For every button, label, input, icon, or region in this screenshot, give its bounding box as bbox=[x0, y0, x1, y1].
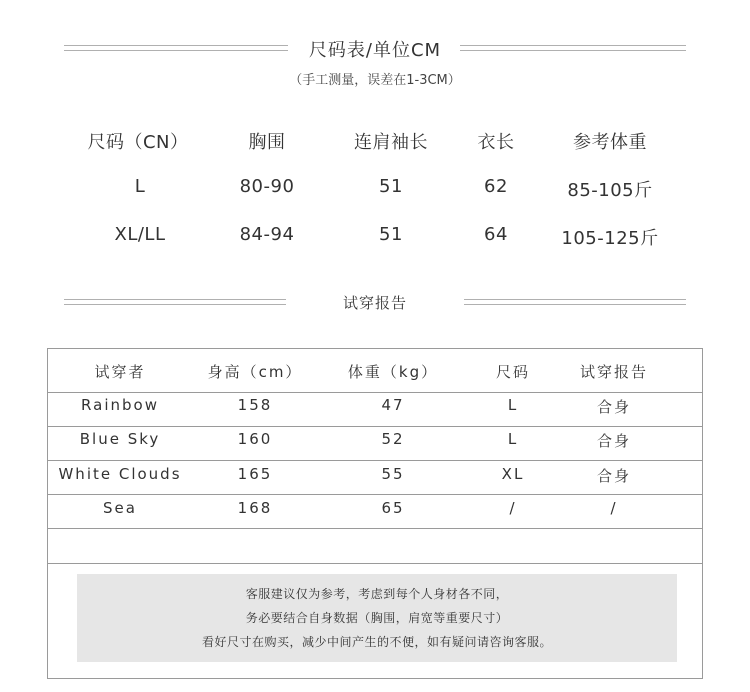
tester-fit: / bbox=[610, 499, 618, 517]
tester-fit: 合身 bbox=[596, 467, 632, 485]
size-chart-subtitle: （手工测量，误差在1-3CM） bbox=[289, 73, 461, 88]
tester-name: Rainbow bbox=[81, 396, 159, 414]
notice-line: 客服建议仅为参考，考虑到每个人身材各不同， bbox=[245, 587, 509, 601]
weight-col-header: 参考体重 bbox=[573, 132, 647, 153]
report-divider-right bbox=[464, 299, 686, 305]
length-cell: 62 bbox=[484, 176, 508, 197]
row-divider bbox=[48, 528, 702, 529]
tester-weight: 52 bbox=[381, 430, 405, 448]
height-col-header: 身高（cm） bbox=[207, 363, 303, 381]
notice-line: 务必要结合自身数据（胸围，肩宽等重要尺寸） bbox=[245, 611, 509, 625]
row-divider bbox=[48, 460, 702, 461]
tester-height: 158 bbox=[237, 396, 273, 414]
tester-col-header: 试穿者 bbox=[94, 363, 146, 381]
tester-size: XL bbox=[501, 465, 525, 483]
tester-height: 160 bbox=[237, 430, 273, 448]
row-divider bbox=[48, 426, 702, 427]
row-divider bbox=[48, 563, 702, 564]
chest-cell: 84-94 bbox=[239, 224, 295, 245]
tester-size: / bbox=[509, 499, 517, 517]
sleeve-cell: 51 bbox=[379, 176, 403, 197]
weight-cell: 105-125斤 bbox=[561, 228, 659, 249]
weight-cell: 85-105斤 bbox=[567, 180, 653, 201]
size-cell: L bbox=[134, 176, 146, 197]
tester-weight: 65 bbox=[381, 499, 405, 517]
tester-size: L bbox=[507, 430, 519, 448]
fitting-report-table bbox=[47, 348, 703, 679]
tester-fit: 合身 bbox=[596, 398, 632, 416]
notice-panel bbox=[77, 574, 677, 662]
tester-height: 165 bbox=[237, 465, 273, 483]
tester-name: Blue Sky bbox=[79, 430, 161, 448]
length-col-header: 衣长 bbox=[477, 132, 515, 153]
tester-size: L bbox=[507, 396, 519, 414]
weight-col-header: 体重（kg） bbox=[347, 363, 439, 381]
size-col-header: 尺码 bbox=[495, 363, 531, 381]
title-divider-right bbox=[460, 45, 686, 51]
row-divider bbox=[48, 494, 702, 495]
tester-name: Sea bbox=[103, 499, 137, 517]
tester-name: White Clouds bbox=[58, 465, 182, 483]
chest-col-header: 胸围 bbox=[248, 132, 286, 153]
row-divider bbox=[48, 392, 702, 393]
sleeve-cell: 51 bbox=[379, 224, 403, 245]
size-col-header: 尺码（CN） bbox=[87, 132, 189, 153]
tester-height: 168 bbox=[237, 499, 273, 517]
report-col-header: 试穿报告 bbox=[579, 363, 649, 381]
size-cell: XL/LL bbox=[114, 224, 166, 245]
size-chart-title: 尺码表/单位CM bbox=[308, 40, 442, 61]
length-cell: 64 bbox=[484, 224, 508, 245]
chest-cell: 80-90 bbox=[239, 176, 295, 197]
tester-fit: 合身 bbox=[596, 432, 632, 450]
fitting-report-title: 试穿报告 bbox=[342, 294, 407, 312]
notice-line: 看好尺寸在购买，减少中间产生的不便，如有疑问请咨询客服。 bbox=[201, 635, 552, 649]
tester-weight: 47 bbox=[381, 396, 405, 414]
sleeve-col-header: 连肩袖长 bbox=[354, 132, 428, 153]
tester-weight: 55 bbox=[381, 465, 405, 483]
